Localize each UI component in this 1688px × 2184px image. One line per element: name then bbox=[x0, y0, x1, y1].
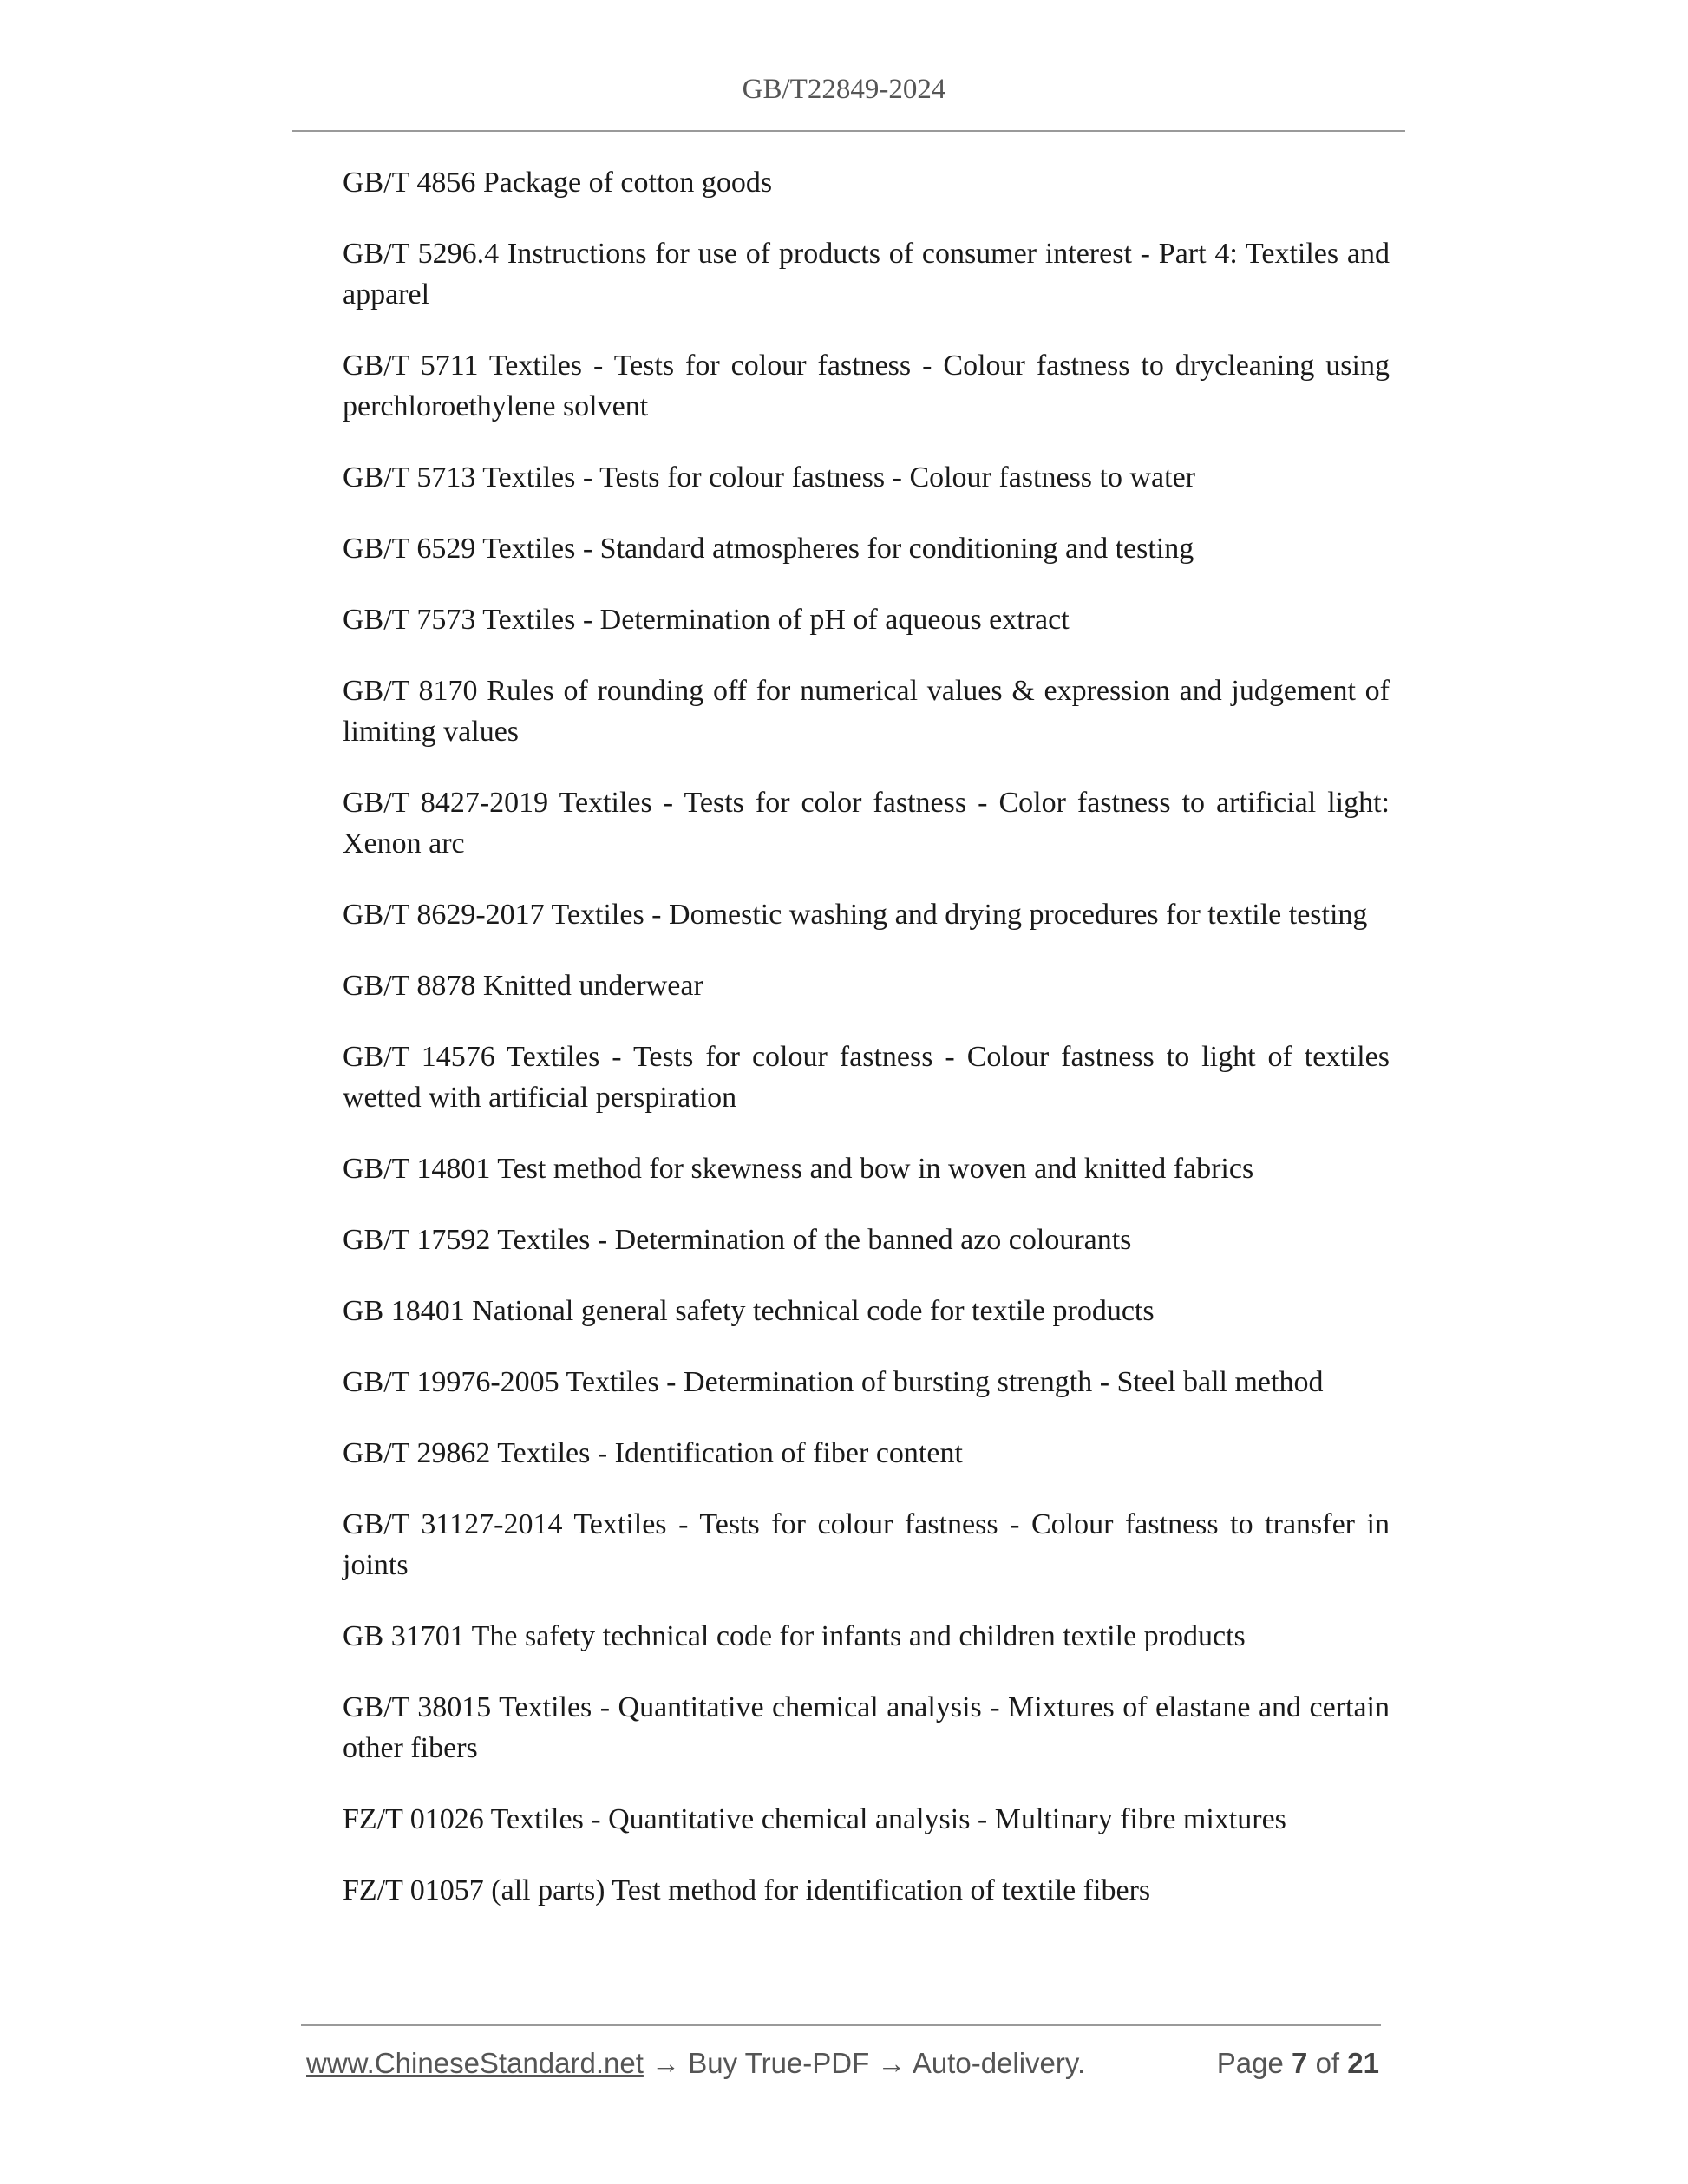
page-header: GB/T22849-2024 bbox=[742, 74, 946, 105]
page-of-label: of bbox=[1315, 2047, 1340, 2079]
reference-item: FZ/T 01057 (all parts) Test method for identification of textile fibers bbox=[343, 1874, 1151, 1906]
reference-item: GB/T 8427-2019 Textiles - Tests for color fastness - Color fastness to artificial light: Xenon arc bbox=[343, 787, 1390, 860]
website-link[interactable]: www.ChineseStandard.net bbox=[306, 2047, 644, 2079]
page-current: 7 bbox=[1292, 2047, 1308, 2079]
reference-item: GB/T 19976-2005 Textiles - Determination of bursting strength - Steel ball method bbox=[343, 1366, 1324, 1398]
reference-item: GB/T 5296.4 Instructions for use of products of consumer interest - Part 4: Textiles and apparel bbox=[343, 238, 1390, 311]
footer-tagline: → Buy True-PDF → Auto-delivery. bbox=[643, 2047, 1086, 2079]
reference-item: GB/T 31127-2014 Textiles - Tests for colour fastness - Colour fastness to transfer in joints bbox=[343, 1508, 1390, 1581]
reference-item: GB/T 8878 Knitted underwear bbox=[343, 970, 703, 1002]
reference-item: GB/T 8170 Rules of rounding off for numerical values & expression and judgement of limiting values bbox=[343, 675, 1390, 748]
reference-item: GB/T 8629-2017 Textiles - Domestic washing and drying procedures for textile testing bbox=[343, 899, 1368, 931]
reference-item: GB/T 14576 Textiles - Tests for colour fastness - Colour fastness to light of textiles wetted with artificial perspiration bbox=[343, 1041, 1390, 1114]
header-divider bbox=[292, 130, 1405, 132]
reference-item: GB/T 38015 Textiles - Quantitative chemical analysis - Mixtures of elastane and certain other fibers bbox=[343, 1691, 1390, 1764]
page-total: 21 bbox=[1347, 2047, 1379, 2079]
reference-item: GB/T 5711 Textiles - Tests for colour fastness - Colour fastness to drycleaning using perchloroethylene solvent bbox=[343, 350, 1390, 422]
reference-item: GB 18401 National general safety technical code for textile products bbox=[343, 1295, 1155, 1327]
page-footer bbox=[306, 2047, 1379, 2080]
reference-item: GB/T 29862 Textiles - Identification of fiber content bbox=[343, 1437, 963, 1469]
reference-item: GB/T 6529 Textiles - Standard atmospheres for conditioning and testing bbox=[343, 533, 1194, 565]
footer-divider bbox=[301, 2024, 1381, 2026]
reference-item: GB/T 4856 Package of cotton goods bbox=[343, 167, 773, 199]
page-indicator bbox=[1217, 2047, 1379, 2080]
normative-references-list bbox=[343, 162, 1390, 1941]
reference-item: GB/T 14801 Test method for skewness and bow in woven and knitted fabrics bbox=[343, 1153, 1254, 1185]
reference-item: GB/T 5713 Textiles - Tests for colour fastness - Colour fastness to water bbox=[343, 461, 1195, 494]
reference-item: GB/T 17592 Textiles - Determination of the banned azo colourants bbox=[343, 1224, 1132, 1256]
reference-item: GB 31701 The safety technical code for infants and children textile products bbox=[343, 1620, 1246, 1652]
page-label: Page bbox=[1216, 2047, 1284, 2079]
reference-item: GB/T 7573 Textiles - Determination of pH of aqueous extract bbox=[343, 604, 1070, 636]
reference-item: FZ/T 01026 Textiles - Quantitative chemical analysis - Multinary fibre mixtures bbox=[343, 1803, 1286, 1835]
